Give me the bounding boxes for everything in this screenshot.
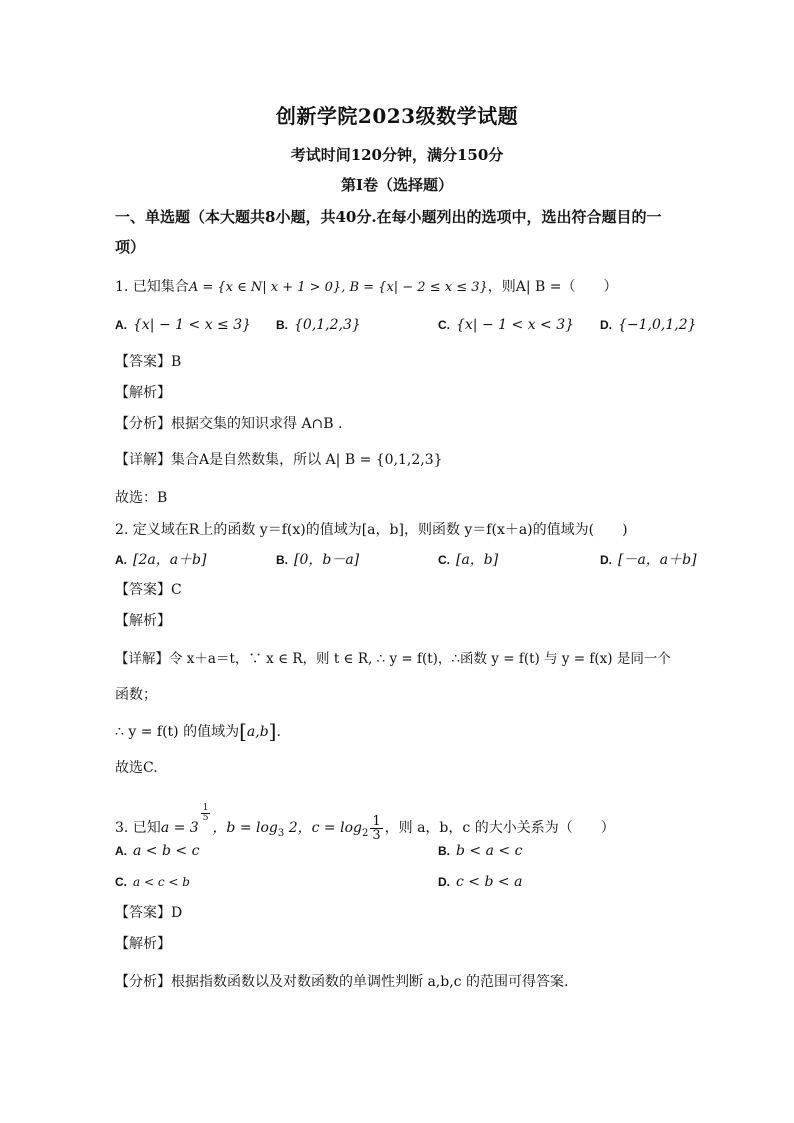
volume-heading: 第I卷（选择题） <box>340 176 454 194</box>
q3-stem-suffix: ，则 a，b，c 的大小关系为（ ） <box>384 820 615 836</box>
q3-fenxi: 【分析】根据指数函数以及对数函数的单调性判断 a,b,c 的范围可得答案. <box>115 974 569 990</box>
q3-stem-prefix: 3. 已知 <box>115 820 161 836</box>
q3-stem <box>115 804 615 844</box>
q1-option-a[interactable]: A. {x| − 1 < x ≤ 3} <box>115 317 252 333</box>
q2-option-b[interactable]: B. [0，b－a] <box>276 552 360 568</box>
q1-stem-suffix: ，则A| B =（ ） <box>487 279 618 295</box>
q3-a-base: a = 3 <box>160 820 199 836</box>
q1-answer: 【答案】B <box>115 354 182 370</box>
q2-option-a[interactable]: A. [2a，a＋b] <box>115 552 207 568</box>
q3-option-a[interactable]: A. a < b < c <box>115 843 200 859</box>
q3-analysis: 【解析】 <box>115 936 171 952</box>
q3-option-c[interactable]: C. a < c < b <box>115 875 190 889</box>
q1-detail: 【详解】集合A是自然数集，所以 A| B = {0,1,2,3} <box>115 452 443 468</box>
q3-c-fraction: $\frac{1}{3}$ <box>372 813 381 843</box>
q2-answer: 【答案】C <box>115 582 182 598</box>
q1-option-b[interactable]: B. {0,1,2,3} <box>276 317 361 333</box>
q3-c-def: ，c = log <box>297 820 362 836</box>
q1-stem <box>115 277 618 298</box>
q2-detail-line1: 【详解】令 x＋a＝t，∵ x ∈ R，则 t ∈ R, ∴ y = f(t)，∴函数 y = f(t) 与 y = f(x) 是同一个 <box>115 651 671 667</box>
q3-answer: 【答案】D <box>115 905 183 921</box>
q2-range-value: a,b <box>246 724 269 740</box>
q3-b-base: 3 <box>277 827 285 839</box>
q2-option-c[interactable]: C. [a，b] <box>438 552 499 568</box>
q2-range-prefix: ∴ y = f(t) 的值域为 <box>115 724 240 740</box>
q3-a-exponent: 1 5 <box>202 803 209 823</box>
q2-detail-line2: 函数； <box>115 687 157 703</box>
section-heading-line2: 项） <box>115 238 146 256</box>
q3-c-base: 2 <box>361 827 369 839</box>
q2-detail-line3: ∴ y = f(t) 的值域为[a,b]. <box>115 719 281 743</box>
q1-stem-prefix: 1. 已知集合 <box>115 279 189 295</box>
q1-conclusion: 故选：B <box>115 490 168 506</box>
q3-b-arg: 2 <box>284 820 298 836</box>
q1-fenxi: 【分析】根据交集的知识求得 A∩B . <box>115 416 343 432</box>
q3-option-d[interactable]: D. c < b < a <box>438 874 523 890</box>
exam-title: 创新学院2023级数学试题 <box>275 104 519 128</box>
q1-analysis: 【解析】 <box>115 385 171 401</box>
q1-option-c[interactable]: C. {x| − 1 < x < 3} <box>438 317 575 333</box>
q2-option-d[interactable]: D. [－a，a＋b] <box>600 552 697 568</box>
q3-b-def: ，b = log <box>212 820 278 836</box>
q2-stem: 2. 定义域在R上的函数 y＝f(x)的值域为[a，b]，则函数 y＝f(x＋a)的值域为( ) <box>115 522 628 538</box>
exam-info: 考试时间120分钟，满分150分 <box>290 146 504 164</box>
q2-analysis: 【解析】 <box>115 613 171 629</box>
section-heading-line1: 一、单选题（本大题共8小题，共40分.在每小题列出的选项中，选出符合题目的一 <box>115 208 662 226</box>
q1-sets: A = {x ∈ N| x + 1 > 0}, B = {x| − 2 ≤ x ≤ 3} <box>188 280 488 295</box>
q2-conclusion: 故选C. <box>115 760 158 776</box>
q3-option-b[interactable]: B. b < a < c <box>438 843 523 859</box>
q1-option-d[interactable]: D. {−1,0,1,2} <box>600 317 697 333</box>
